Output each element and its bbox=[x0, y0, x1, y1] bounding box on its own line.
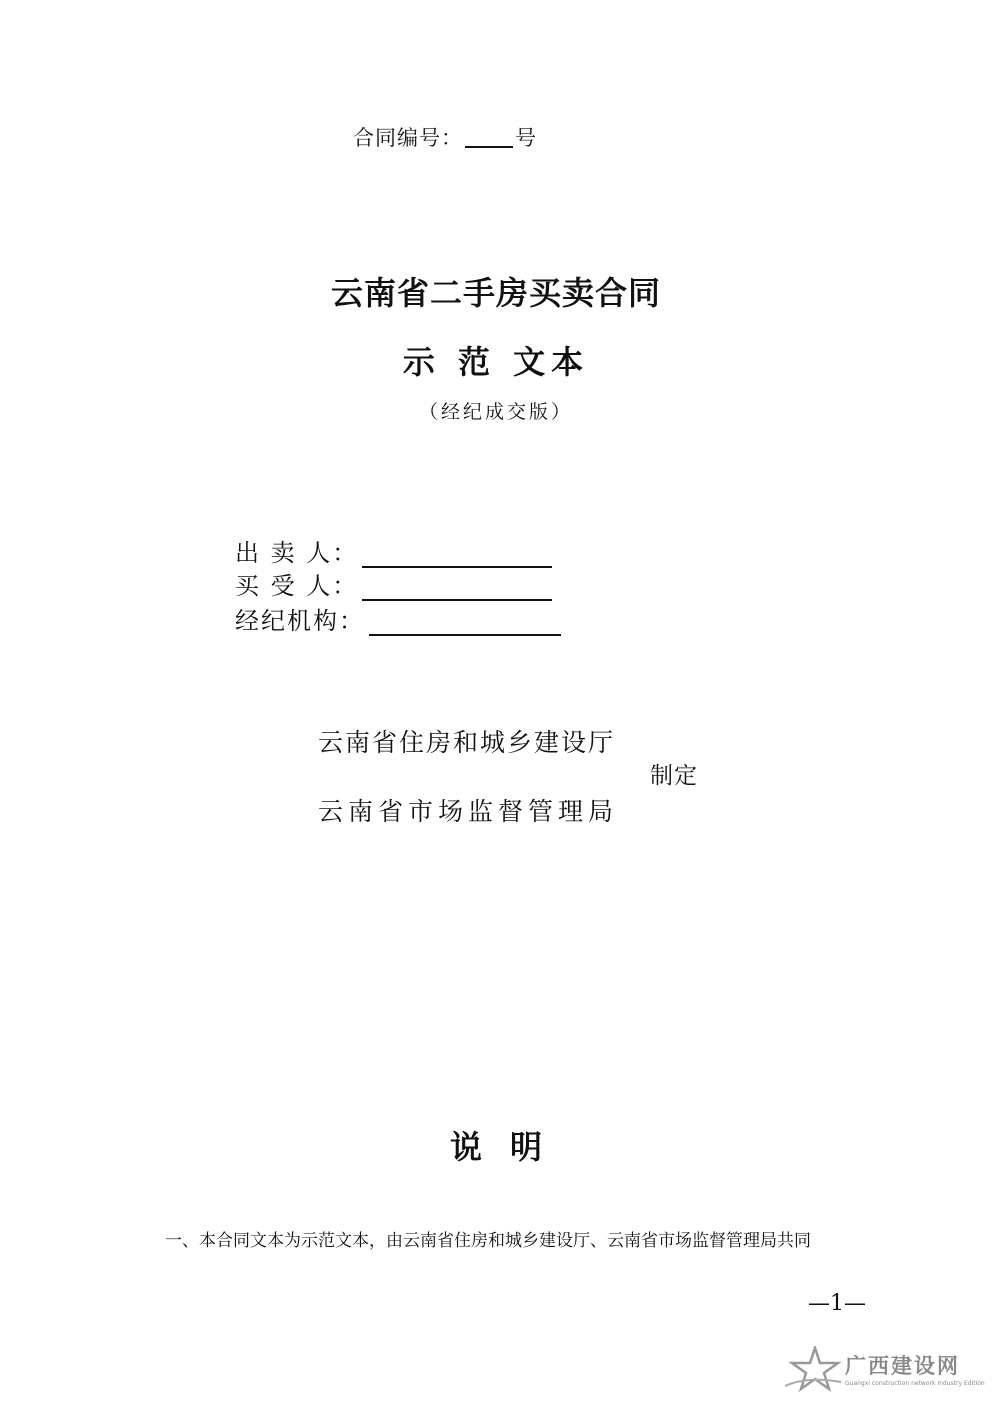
watermark-tagline: Guangxi construction network Industry Edition bbox=[845, 1380, 985, 1387]
seller-label: 出 卖 人： bbox=[235, 539, 359, 567]
buyer-blank[interactable] bbox=[362, 577, 552, 601]
star-logo-icon bbox=[783, 1346, 843, 1394]
seller-blank[interactable] bbox=[362, 544, 552, 568]
document-subtitle: 示 范 文本 bbox=[402, 343, 590, 381]
agency-blank[interactable] bbox=[369, 612, 561, 636]
document-edition: （经纪成交版） bbox=[418, 401, 573, 423]
contract-number-label: 合同编号： bbox=[353, 126, 463, 150]
agency-field bbox=[235, 601, 561, 636]
issuer-housing-department: 云南省住房和城乡建设厅 bbox=[318, 728, 616, 757]
explanation-paragraph: 一、本合同文本为示范文本，由云南省住房和城乡建设厅、云南省市场监督管理局共同 bbox=[165, 1231, 811, 1251]
contract-number-blank[interactable] bbox=[465, 126, 513, 148]
explanation-title: 说明 bbox=[449, 1128, 570, 1166]
agency-label: 经纪机构： bbox=[235, 607, 365, 635]
watermark-name: 广西建设网 bbox=[845, 1353, 960, 1378]
page-number: —1— bbox=[808, 1291, 866, 1316]
document-title: 云南省二手房买卖合同 bbox=[330, 274, 661, 312]
issuer-market-supervision-bureau: 云南省市场监督管理局 bbox=[318, 797, 619, 826]
buyer-label: 买 受 人： bbox=[235, 572, 359, 600]
contract-number bbox=[353, 122, 537, 152]
seller-field bbox=[235, 533, 552, 568]
watermark bbox=[783, 1346, 983, 1394]
enacted-label: 制定 bbox=[650, 763, 698, 789]
contract-number-suffix: 号 bbox=[515, 126, 537, 150]
buyer-field bbox=[235, 566, 552, 601]
